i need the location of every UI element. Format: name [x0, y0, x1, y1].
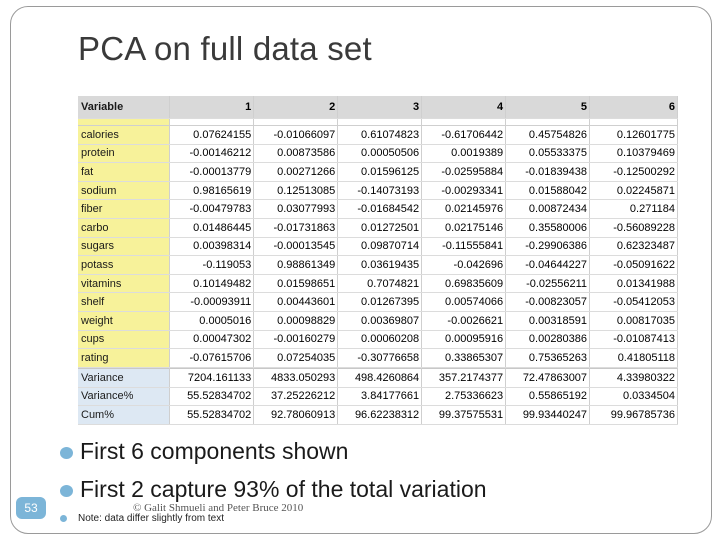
- row-label-cell: rating: [78, 349, 170, 368]
- row-label-cell: carbo: [78, 218, 170, 237]
- bullet-icon: [60, 485, 73, 497]
- value-cell: 0.00318591: [506, 311, 590, 330]
- value-cell: 0.0019389: [422, 144, 506, 163]
- value-cell: -0.0026621: [422, 311, 506, 330]
- value-cell: 0.01596125: [338, 163, 422, 182]
- value-cell: -0.00013779: [170, 163, 254, 182]
- value-cell: 0.02245871: [590, 181, 678, 200]
- value-cell: 0.00098829: [254, 311, 338, 330]
- bullet-item: [60, 438, 348, 465]
- row-label-cell: fat: [78, 163, 170, 182]
- value-cell: 0.33865307: [422, 349, 506, 368]
- value-cell: 0.03619435: [338, 256, 422, 275]
- value-cell: 0.01267395: [338, 293, 422, 312]
- header-cell: 1: [170, 96, 254, 119]
- row-label-cell: shelf: [78, 293, 170, 312]
- value-cell: 0.01341988: [590, 274, 678, 293]
- value-cell: 37.25226212: [254, 387, 338, 406]
- value-cell: -0.02556211: [506, 274, 590, 293]
- value-cell: 0.35580006: [506, 218, 590, 237]
- table-row: [78, 200, 678, 219]
- value-cell: 0.02145976: [422, 200, 506, 219]
- row-label-cell: fiber: [78, 200, 170, 219]
- value-cell: -0.00293341: [422, 181, 506, 200]
- row-label-cell: weight: [78, 311, 170, 330]
- value-cell: 55.52834702: [170, 406, 254, 425]
- value-cell: 0.00271266: [254, 163, 338, 182]
- row-label-cell: potass: [78, 256, 170, 275]
- copyright-footer: © Galit Shmueli and Peter Bruce 2010: [133, 502, 304, 514]
- value-cell: 0.09870714: [338, 237, 422, 256]
- value-cell: 0.00873586: [254, 144, 338, 163]
- value-cell: 0.62323487: [590, 237, 678, 256]
- value-cell: 0.01588042: [506, 181, 590, 200]
- value-cell: -0.14073193: [338, 181, 422, 200]
- value-cell: 0.55865192: [506, 387, 590, 406]
- value-cell: -0.00093911: [170, 293, 254, 312]
- value-cell: 0.69835609: [422, 274, 506, 293]
- table-row: [78, 274, 678, 293]
- value-cell: 0.0334504: [590, 387, 678, 406]
- spacer-row: [78, 119, 678, 126]
- value-cell: 3.84177661: [338, 387, 422, 406]
- value-cell: 0.00280386: [506, 330, 590, 349]
- value-cell: -0.00479783: [170, 200, 254, 219]
- value-cell: 0.00047302: [170, 330, 254, 349]
- table-row: [78, 163, 678, 182]
- value-cell: 0.271184: [590, 200, 678, 219]
- value-cell: -0.119053: [170, 256, 254, 275]
- value-cell: 0.00398314: [170, 237, 254, 256]
- header-cell: 4: [422, 96, 506, 119]
- slide-title: PCA on full data set: [78, 30, 372, 67]
- value-cell: 4833.050293: [254, 369, 338, 388]
- value-cell: 55.52834702: [170, 387, 254, 406]
- value-cell: -0.01839438: [506, 163, 590, 182]
- value-cell: 0.01272501: [338, 218, 422, 237]
- table-row: [78, 406, 678, 425]
- value-cell: -0.30776658: [338, 349, 422, 368]
- table-row: [78, 369, 678, 388]
- value-cell: 0.00574066: [422, 293, 506, 312]
- value-cell: 0.00443601: [254, 293, 338, 312]
- row-label-cell: calories: [78, 126, 170, 145]
- value-cell: 0.45754826: [506, 126, 590, 145]
- value-cell: -0.11555841: [422, 237, 506, 256]
- bullet-text: First 2 capture 93% of the total variation: [80, 476, 487, 502]
- table-row: [78, 349, 678, 368]
- value-cell: -0.00013545: [254, 237, 338, 256]
- page-number-badge: 53: [16, 497, 46, 519]
- value-cell: -0.02595884: [422, 163, 506, 182]
- value-cell: 0.12513085: [254, 181, 338, 200]
- value-cell: 0.00817035: [590, 311, 678, 330]
- value-cell: 96.62238312: [338, 406, 422, 425]
- loadings-table: [78, 96, 678, 368]
- table-header-row: [78, 96, 678, 119]
- row-label-cell: cups: [78, 330, 170, 349]
- value-cell: 0.07254035: [254, 349, 338, 368]
- value-cell: -0.04644227: [506, 256, 590, 275]
- value-cell: 72.47863007: [506, 369, 590, 388]
- row-label-cell: sugars: [78, 237, 170, 256]
- row-label-cell: Cum%: [78, 406, 170, 425]
- value-cell: -0.07615706: [170, 349, 254, 368]
- note-bullet-icon: [60, 515, 67, 522]
- header-cell: 2: [254, 96, 338, 119]
- value-cell: 0.12601775: [590, 126, 678, 145]
- value-cell: 0.10149482: [170, 274, 254, 293]
- value-cell: 99.93440247: [506, 406, 590, 425]
- header-cell: 3: [338, 96, 422, 119]
- header-cell: 5: [506, 96, 590, 119]
- header-cell: 6: [590, 96, 678, 119]
- bullet-text: First 6 components shown: [80, 438, 349, 464]
- value-cell: 357.2174377: [422, 369, 506, 388]
- value-cell: 0.00050506: [338, 144, 422, 163]
- value-cell: -0.01066097: [254, 126, 338, 145]
- table-row: [78, 126, 678, 145]
- value-cell: 0.00369807: [338, 311, 422, 330]
- row-label-cell: vitamins: [78, 274, 170, 293]
- value-cell: 0.75365263: [506, 349, 590, 368]
- value-cell: 0.00095916: [422, 330, 506, 349]
- value-cell: -0.00160279: [254, 330, 338, 349]
- value-cell: -0.05412053: [590, 293, 678, 312]
- value-cell: 0.07624155: [170, 126, 254, 145]
- value-cell: 4.33980322: [590, 369, 678, 388]
- row-label-cell: sodium: [78, 181, 170, 200]
- value-cell: 498.4260864: [338, 369, 422, 388]
- table-row: [78, 311, 678, 330]
- value-cell: -0.29906386: [506, 237, 590, 256]
- value-cell: 2.75336623: [422, 387, 506, 406]
- row-label-cell: Variance: [78, 369, 170, 388]
- value-cell: -0.01684542: [338, 200, 422, 219]
- value-cell: 0.61074823: [338, 126, 422, 145]
- loadings-body: [78, 126, 678, 368]
- value-cell: -0.01087413: [590, 330, 678, 349]
- value-cell: -0.12500292: [590, 163, 678, 182]
- value-cell: -0.00146212: [170, 144, 254, 163]
- note-text: Note: data differ slightly from text: [78, 513, 224, 524]
- value-cell: -0.042696: [422, 256, 506, 275]
- value-cell: 0.02175146: [422, 218, 506, 237]
- value-cell: 0.01598651: [254, 274, 338, 293]
- value-cell: 0.03077993: [254, 200, 338, 219]
- value-cell: -0.56089228: [590, 218, 678, 237]
- row-label-cell: protein: [78, 144, 170, 163]
- bullet-item: [60, 476, 487, 503]
- table-row: [78, 237, 678, 256]
- variance-table: [78, 368, 678, 425]
- value-cell: 7204.161133: [170, 369, 254, 388]
- value-cell: 0.00872434: [506, 200, 590, 219]
- table-row: [78, 293, 678, 312]
- variance-body: [78, 369, 678, 425]
- row-label-cell: Variance%: [78, 387, 170, 406]
- value-cell: 92.78060913: [254, 406, 338, 425]
- value-cell: 99.96785736: [590, 406, 678, 425]
- table-row: [78, 256, 678, 275]
- value-cell: -0.05091622: [590, 256, 678, 275]
- table-row: [78, 218, 678, 237]
- value-cell: 0.0005016: [170, 311, 254, 330]
- bullet-icon: [60, 447, 73, 459]
- header-cell: Variable: [78, 96, 170, 119]
- table-row: [78, 181, 678, 200]
- value-cell: -0.61706442: [422, 126, 506, 145]
- value-cell: 0.01486445: [170, 218, 254, 237]
- table-row: [78, 387, 678, 406]
- value-cell: 0.10379469: [590, 144, 678, 163]
- value-cell: -0.01731863: [254, 218, 338, 237]
- table-row: [78, 144, 678, 163]
- value-cell: 99.37575531: [422, 406, 506, 425]
- value-cell: 0.7074821: [338, 274, 422, 293]
- value-cell: 0.98165619: [170, 181, 254, 200]
- value-cell: 0.00060208: [338, 330, 422, 349]
- table-row: [78, 330, 678, 349]
- value-cell: 0.41805118: [590, 349, 678, 368]
- value-cell: 0.05533375: [506, 144, 590, 163]
- value-cell: -0.00823057: [506, 293, 590, 312]
- value-cell: 0.98861349: [254, 256, 338, 275]
